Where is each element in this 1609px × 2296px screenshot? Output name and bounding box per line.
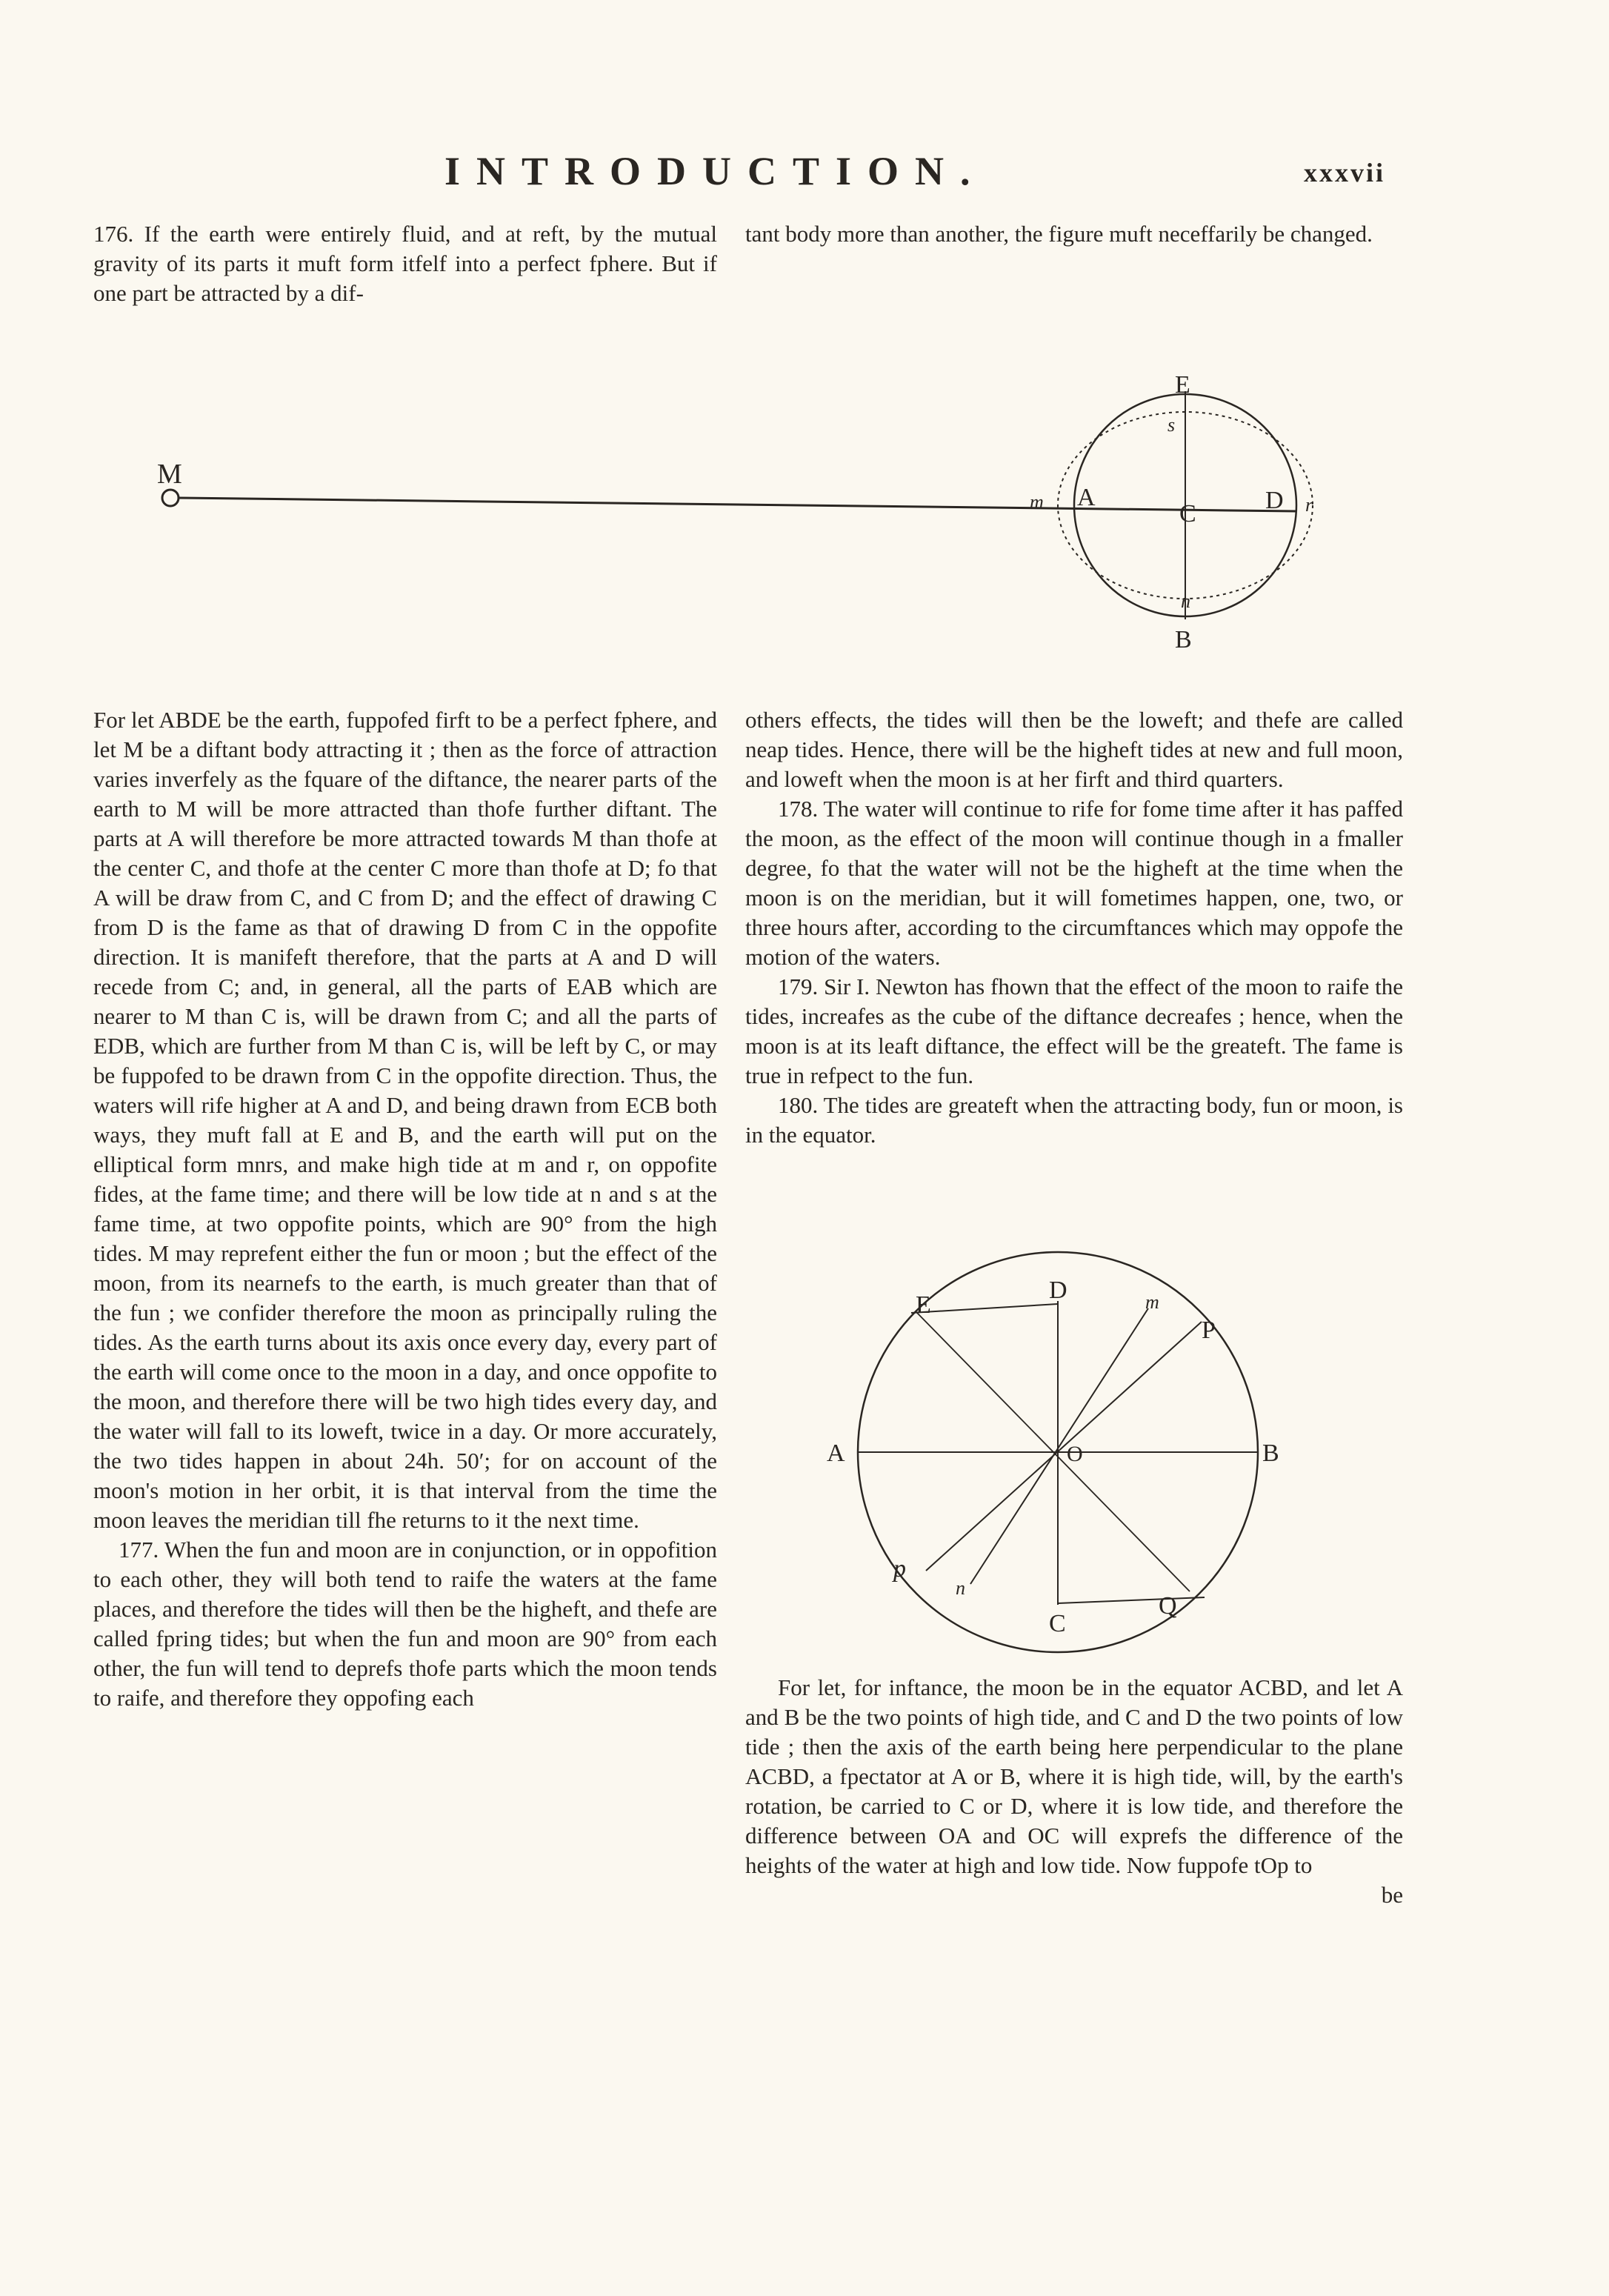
paragraph-neap-tides: others effects, the tides will then be the loweft; and thefe are called neap tides. Hence, there will be the higheft tides at new and full moon, and loweft when the moon is at her firft and third quarters. [745,707,1403,792]
figure-equator-circle [822,1271,1341,1642]
page-number: xxxvii [1304,158,1386,187]
line-q [1058,1597,1205,1603]
label-r: r [1305,494,1313,516]
paragraph-178: 178. The water will continue to rife for fome time after it has paffed the moon, as the effect of the moon will continue though in a fmaller degree, fo that the water will not be the higheft at the time when the moon is on the meridian, but it will fometimes happen, one, two, or three hours after, according to the circumftances which may oppofe the motion of the waters. [745,796,1403,970]
label-a: A [1077,484,1096,511]
fig2-label-d: D [1049,1277,1067,1304]
paragraph-explanation: For let ABDE be the earth, fuppofed firft to be a perfect fphere, and let M be a diftant body attracting it ; then as the force of attraction varies inverfely as the fquare of the diftance, the nearer parts of the earth to M will be more attracted than thofe further diftant. The parts at A will therefore be more attracted towards M than thofe at the center C, and thofe at the center C more than thofe at D; fo that A will be draw from C, and C from D; and the effect of drawing C from D is the fame as that of drawing D from C in the oppofite direction. It is manifeft therefore, that the parts at A and D will recede from C; and, in general, all the parts of EAB which are nearer to M than C is, will be drawn from C; and all the parts of EDB, which are further from M than C is, will be left by C, or may be fuppofed to be drawn from C in the oppofite direction. Thus, the waters will rife higher at A and D, and being drawn from ECB both ways, they muft fall at E and B, and the earth will put on the elliptical form mnrs, and make high tide at m and r, on oppofite fides, at the fame time; and there will be low tide at n and s at the fame time, at two oppofite points, which are 90° from the high tides. M may reprefent either the fun or moon ; but the effect of the moon, from its nearnefs to the earth, is much greater than that of the fun ; we confider therefore the moon as principally ruling the tides. As the earth turns about its axis once every day, every part of the earth will come once to the moon in a day, and once oppofite to the moon, and therefore there will be two high tides every day, and the water will fall to its loweft, twice in a day. Or more accurately, the two tides happen in about 24h. 50′; for on account of the moon's motion in her orbit, it is that interval from the time the moon leaves the meridian till fhe returns to it the next time. [93,707,717,1533]
fig2-label-b: B [1262,1440,1279,1467]
right-column-upper [745,705,1403,1150]
left-column [93,705,717,1713]
label-m-small: m [1030,491,1044,513]
intro-left [93,219,717,308]
fig2-label-p-lower: p [893,1555,906,1583]
label-b: B [1175,626,1192,653]
fig2-label-o: O [1067,1442,1083,1466]
paragraph-instance: For let, for inftance, the moon be in the equator ACBD, and let A and B be the two points of high tide, and C and D the two points of low tide ; then the axis of the earth being here perpendicular to the plane ACBD, a fpectator at A or B, where it is high tide, will, by the earth's rotation, be carried to C or D, where it is low tide, and therefore the difference between OA and OC will exprefs the difference of the heights of the water at high and low tide. Now fuppofe tOp to [745,1674,1403,1878]
line-pp [926,1322,1202,1571]
right-column-lower [745,1673,1403,1910]
catchword: be [1381,1882,1403,1908]
label-m: M [157,459,182,490]
line-mn [970,1308,1148,1584]
paragraph-177: 177. When the fun and moon are in conjunction, or in oppofition to each other, they will both tend to raife the waters at the fame places, and therefore the tides will then be the higheft, and thefe are called fpring tides; but when the fun and moon are 90° from each other, the fun will tend to deprefs thofe parts which the moon tends to raife, and therefore they oppofing each [93,1537,717,1711]
section-176-start: 176. If the earth were entirely fluid, and at reft, by the mutual gravity of its parts it muft form itfelf into a perfect fphere. But if one part be attracted by a dif- [93,221,717,306]
label-n: n [1181,590,1190,612]
line-e [911,1304,1058,1313]
fig2-label-e: E [916,1291,931,1319]
page-title: INTRODUCTION. [444,149,987,193]
section-176-end: tant body more than another, the figure muft neceffarily be changed. [745,221,1373,247]
line-m-to-earth [179,498,1296,511]
paragraph-180: 180. The tides are greateft when the attracting body, fun or moon, is in the equator. [745,1092,1403,1148]
figure-earth-attraction [141,363,1356,659]
fig2-label-c: C [1049,1610,1066,1637]
label-c: C [1179,500,1196,528]
fig2-label-a: A [827,1440,845,1467]
fig2-label-n: n [956,1577,965,1599]
label-d: D [1265,487,1284,514]
label-e: E [1175,371,1190,399]
fig2-label-m: m [1145,1291,1159,1313]
moon-point-m [162,490,179,506]
fig2-label-q: Q [1159,1592,1177,1620]
fig2-label-p-upper: P [1202,1317,1216,1344]
intro-right [745,219,1403,249]
label-s: s [1167,414,1176,436]
paragraph-179: 179. Sir I. Newton has fhown that the effect of the moon to raife the tides, increafes as the cube of the diftance decreafes ; hence, when the moon is at its leaft diftance, the effect will be the greateft. The fame is true in refpect to the fun. [745,974,1403,1088]
